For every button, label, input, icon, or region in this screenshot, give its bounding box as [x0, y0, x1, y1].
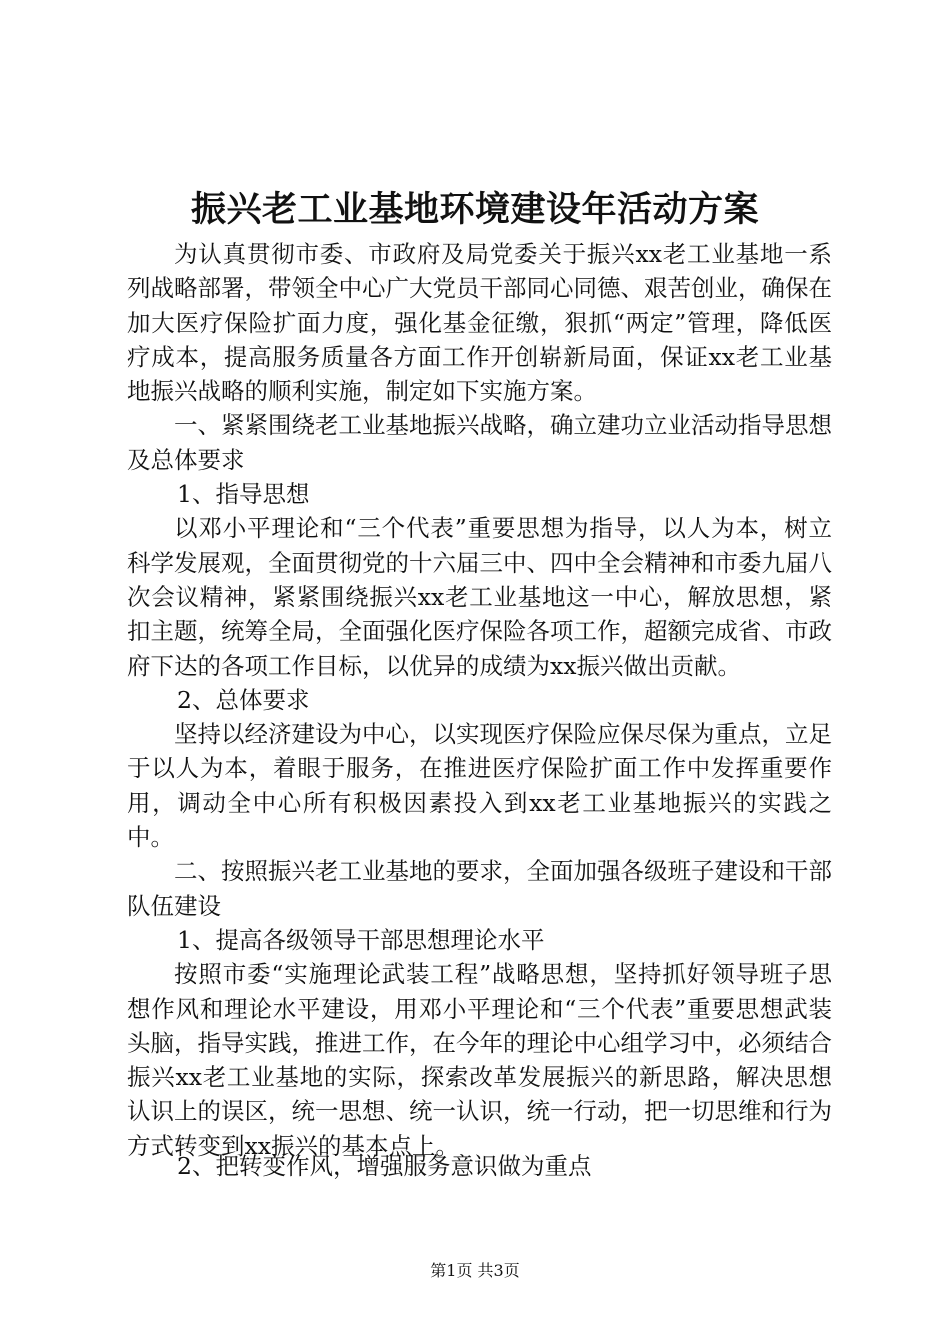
section-1-heading: 一、紧紧围绕老工业基地振兴战略，确立建功立业活动指导思想及总体要求: [127, 411, 832, 474]
section-1-item-1-text: 以邓小平理论和“三个代表”重要思想为指导，以人为本，树立科学发展观，全面贯彻党的十六届三中、四中全会精神和市委九届八次会议精神，紧紧围绕振兴xx老工业基地这一中心，解放思想，紧扣主题，统筹全局，全面强化医疗保险各项工作，超额完成省、市政府下达的各项工作目标，以优异的成绩为xx振兴做出贡献。: [127, 514, 832, 680]
section-2-item-2-heading: 2、把转变作风，增强服务意识做为重点: [177, 1152, 592, 1180]
intro-paragraph: 为认真贯彻市委、市政府及局党委关于振兴xx老工业基地一系列战略部署，带领全中心广大党员干部同心同德、艰苦创业，确保在加大医疗保险扩面力度，强化基金征缴，狠抓“两定”管理，降低医疗成本，提高服务质量各方面工作开创崭新局面，保证xx老工业基地振兴战略的顺利实施，制定如下实施方案。: [127, 240, 832, 406]
document-body: [127, 237, 832, 1163]
section-2-heading: 二、按照振兴老工业基地的要求，全面加强各级班子建设和干部队伍建设: [127, 857, 832, 920]
section-2-item-1-heading: 1、提高各级领导干部思想理论水平: [177, 925, 545, 954]
section-1-item-1-heading: 1、指导思想: [177, 480, 310, 509]
section-1-item-2-heading: 2、总体要求: [177, 685, 310, 714]
section-2-item-1-text: 按照市委“实施理论武装工程”战略思想，坚持抓好领导班子思想作风和理论水平建设，用邓小平理论和“三个代表”重要思想武装头脑，指导实践，推进工作，在今年的理论中心组学习中，必须结合振兴xx老工业基地的实际，探索改革发展振兴的新思路，解决思想认识上的误区，统一思想、统一认识，统一行动，把一切思维和行为方式转变到xx振兴的基本点上。: [127, 960, 832, 1160]
section-1-item-2-text: 坚持以经济建设为中心，以实现医疗保险应保尽保为重点，立足于以人为本，着眼于服务，在推进医疗保险扩面工作中发挥重要作用，调动全中心所有积极因素投入到xx老工业基地振兴的实践之中。: [127, 720, 832, 852]
document-title: 振兴老工业基地环境建设年活动方案: [190, 189, 759, 230]
page-footer: 第1页 共3页: [430, 1261, 520, 1280]
